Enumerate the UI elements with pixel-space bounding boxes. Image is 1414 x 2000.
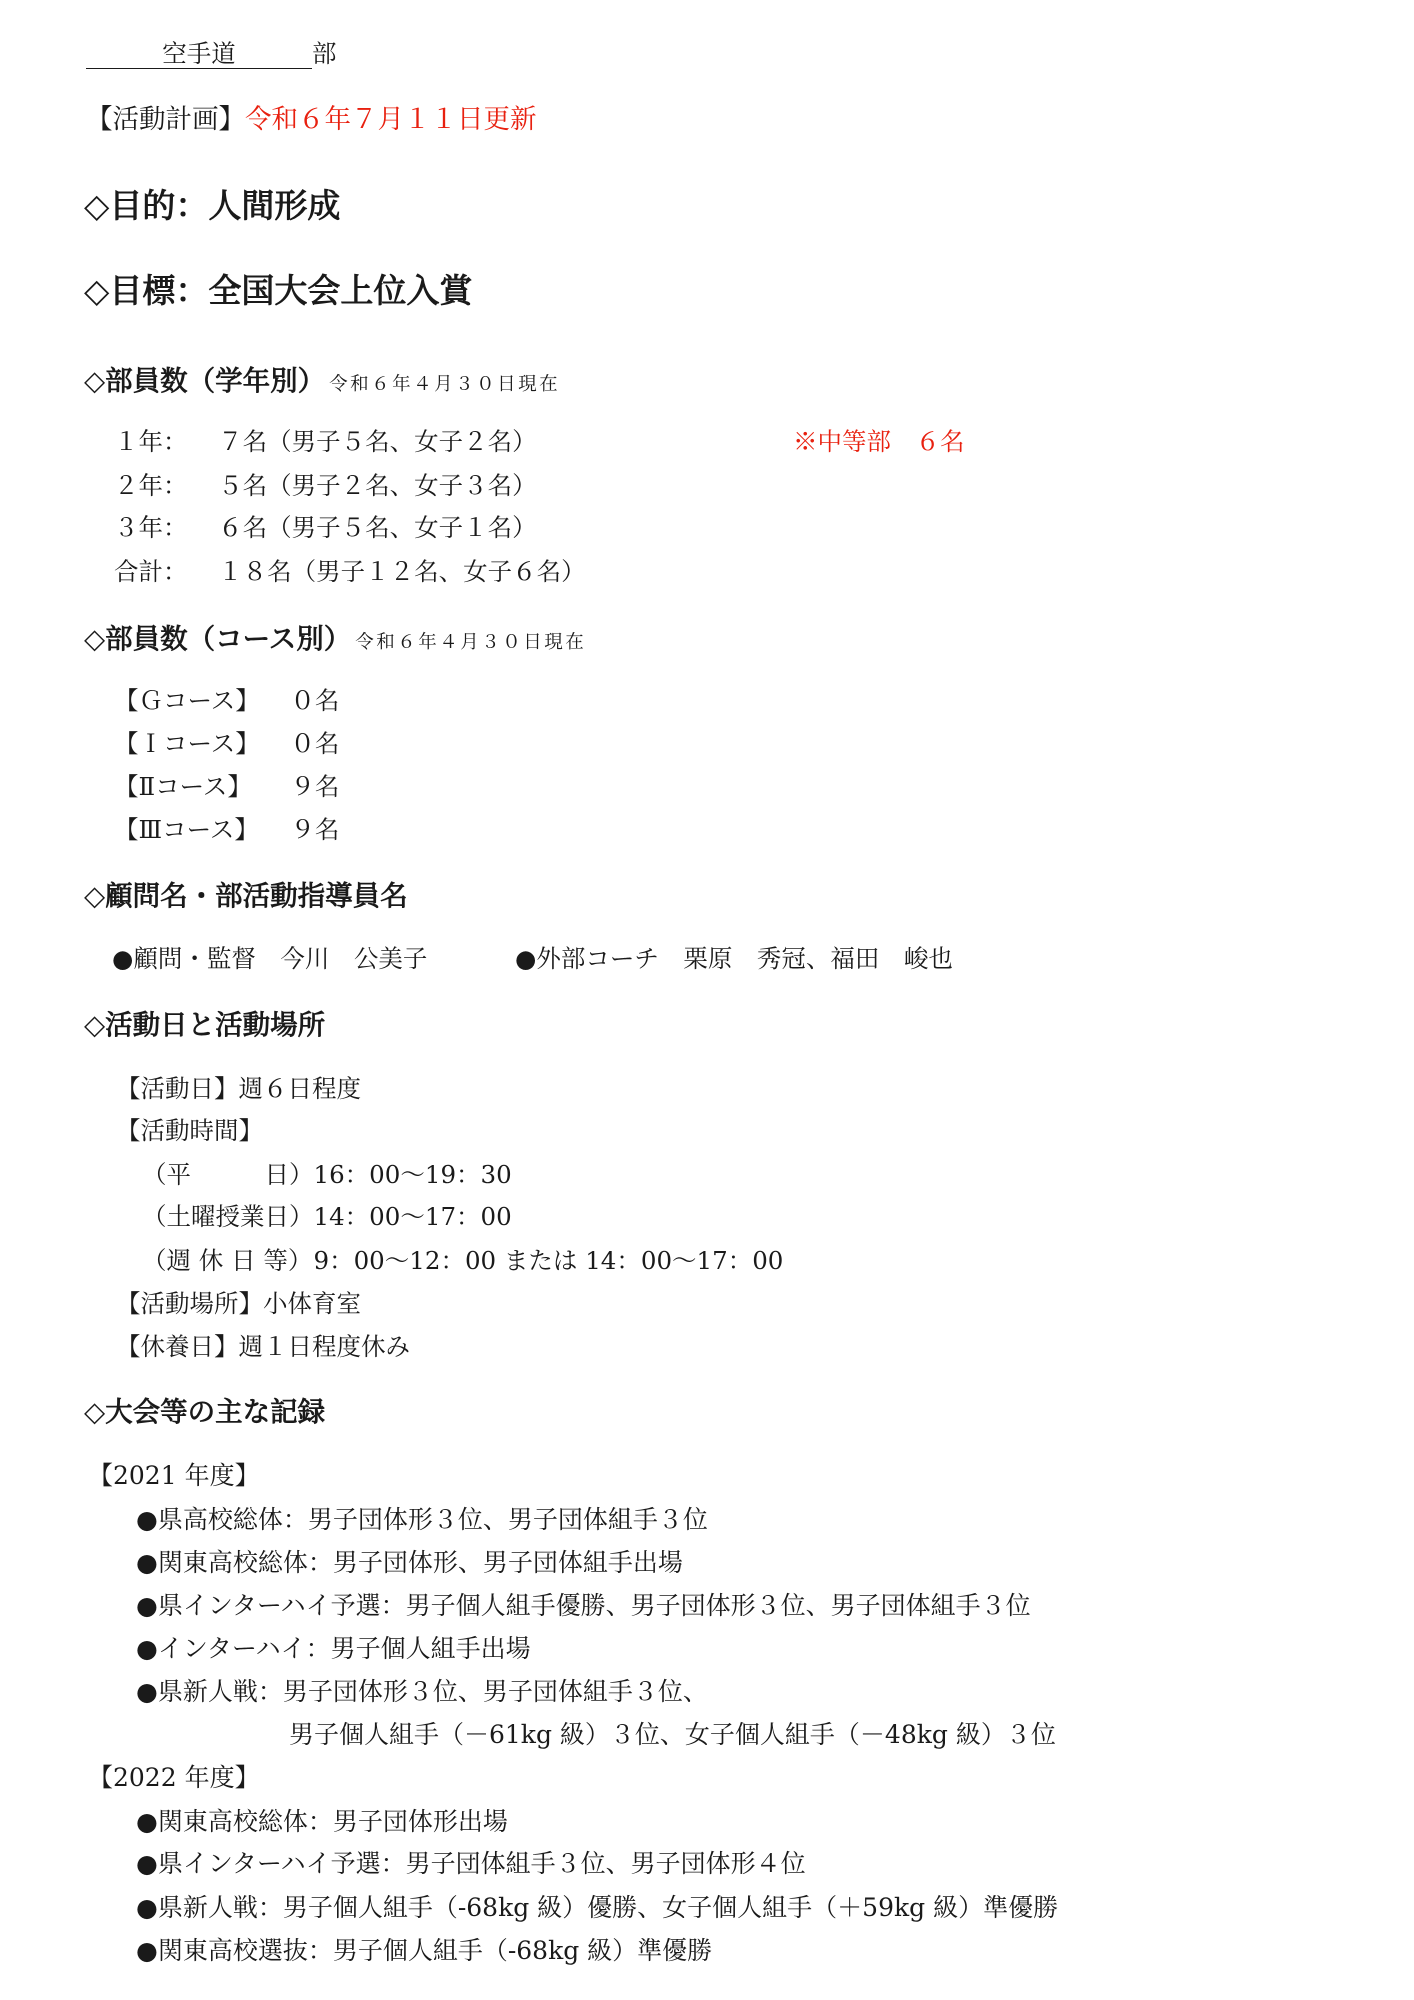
members-by-grade-title: ◇部員数（学年別） bbox=[84, 365, 326, 397]
record-item-continuation: 男子個人組手（－61kg 級）３位、女子個人組手（－48kg 級）３位 bbox=[289, 1720, 1056, 1749]
advisor-entry: ●顧問・監督 今川 公美子 bbox=[112, 944, 428, 973]
course-row bbox=[114, 815, 339, 845]
advisors-heading: ◇顧問名・部活動指導員名 bbox=[84, 880, 408, 912]
activity-plan-line bbox=[86, 104, 537, 136]
activity-days: 【活動日】週６日程度 bbox=[116, 1074, 361, 1103]
activity-hours-label: 【活動時間】 bbox=[116, 1116, 263, 1145]
course-label: 【Ⅱコース】 bbox=[114, 772, 252, 801]
coaches-entry: ●外部コーチ 栗原 秀冠、福田 峻也 bbox=[515, 944, 953, 973]
course-row bbox=[114, 686, 339, 716]
activity-heading: ◇活動日と活動場所 bbox=[84, 1009, 326, 1041]
record-item: ●県新人戦：男子個人組手（-68kg 級）優勝、女子個人組手（＋59kg 級）準優勝 bbox=[136, 1893, 1059, 1922]
grade-row bbox=[114, 471, 537, 501]
hours-day-label: （平 日） bbox=[142, 1160, 314, 1189]
members-by-course-heading bbox=[84, 622, 586, 660]
updated-date: 令和６年７月１１日更新 bbox=[245, 104, 537, 135]
hours-time: 14：00～17：00 bbox=[313, 1202, 512, 1231]
club-name-line bbox=[86, 39, 337, 69]
record-item: ●県インターハイ予選：男子団体組手３位、男子団体形４位 bbox=[136, 1849, 806, 1878]
hours-row bbox=[142, 1160, 512, 1190]
records-heading: ◇大会等の主な記録 bbox=[84, 1396, 326, 1428]
grade-label: ２年： bbox=[114, 471, 188, 500]
club-suffix: 部 bbox=[312, 39, 337, 68]
members-by-grade-heading bbox=[84, 364, 560, 402]
members-by-course-title: ◇部員数（コース別） bbox=[84, 623, 352, 655]
grade-value: ５名（男子２名、女子３名） bbox=[218, 471, 537, 500]
course-label: 【Ｇコース】 bbox=[114, 686, 260, 715]
record-item: ●関東高校総体：男子団体形、男子団体組手出場 bbox=[136, 1548, 683, 1577]
grade-value: １８名（男子１２名、女子６名） bbox=[218, 557, 586, 586]
grade-value: ６名（男子５名、女子１名） bbox=[218, 513, 537, 542]
record-item: ●関東高校総体：男子団体形出場 bbox=[136, 1807, 508, 1836]
course-value: ９名 bbox=[290, 815, 340, 844]
record-item: ●県新人戦：男子団体形３位、男子団体組手３位、 bbox=[136, 1677, 708, 1706]
rest-day: 【休養日】週１日程度休み bbox=[116, 1332, 410, 1361]
club-name-blank: 空手道 bbox=[86, 40, 312, 69]
grade-label: 合計： bbox=[114, 557, 188, 586]
grade-total-row bbox=[114, 557, 586, 587]
course-value: ９名 bbox=[290, 772, 340, 801]
record-item: ●関東高校選抜：男子個人組手（-68kg 級）準優勝 bbox=[136, 1936, 713, 1965]
course-row bbox=[114, 729, 339, 759]
grade-value: ７名（男子５名、女子２名） bbox=[218, 427, 537, 456]
course-row bbox=[114, 772, 339, 802]
course-value: ０名 bbox=[290, 686, 340, 715]
year-label: 【2022 年度】 bbox=[88, 1763, 260, 1792]
hours-day-label: （土曜授業日） bbox=[142, 1202, 314, 1231]
hours-row bbox=[142, 1202, 512, 1232]
record-item: ●県インターハイ予選：男子個人組手優勝、男子団体形３位、男子団体組手３位 bbox=[136, 1591, 1031, 1620]
as-of-date: 令和６年４月３０日現在 bbox=[355, 632, 587, 653]
course-value: ０名 bbox=[290, 729, 340, 758]
as-of-date: 令和６年４月３０日現在 bbox=[329, 374, 561, 395]
goal-heading: ◇目標：全国大会上位入賞 bbox=[84, 271, 473, 310]
record-item: ●インターハイ：男子個人組手出場 bbox=[136, 1634, 531, 1663]
hours-day-label: （週 休 日 等） bbox=[142, 1246, 313, 1275]
grade-label: １年： bbox=[114, 427, 188, 456]
hours-time: 16：00～19：30 bbox=[313, 1160, 512, 1189]
year-label: 【2021 年度】 bbox=[88, 1461, 260, 1490]
record-item: ●県高校総体：男子団体形３位、男子団体組手３位 bbox=[136, 1505, 708, 1534]
grade-row bbox=[114, 513, 537, 543]
purpose-heading: ◇目的：人間形成 bbox=[84, 186, 341, 225]
grade-label: ３年： bbox=[114, 513, 188, 542]
hours-time: 9：00～12：00 または 14：00～17：00 bbox=[313, 1246, 784, 1275]
course-label: 【Ｉコース】 bbox=[114, 729, 260, 758]
junior-high-note: ※中等部 ６名 bbox=[793, 427, 965, 456]
activity-place: 【活動場所】小体育室 bbox=[116, 1289, 361, 1318]
hours-row bbox=[142, 1246, 783, 1276]
course-label: 【Ⅲコース】 bbox=[114, 815, 259, 844]
activity-plan-label: 【活動計画】 bbox=[86, 104, 245, 135]
grade-row bbox=[114, 427, 537, 457]
